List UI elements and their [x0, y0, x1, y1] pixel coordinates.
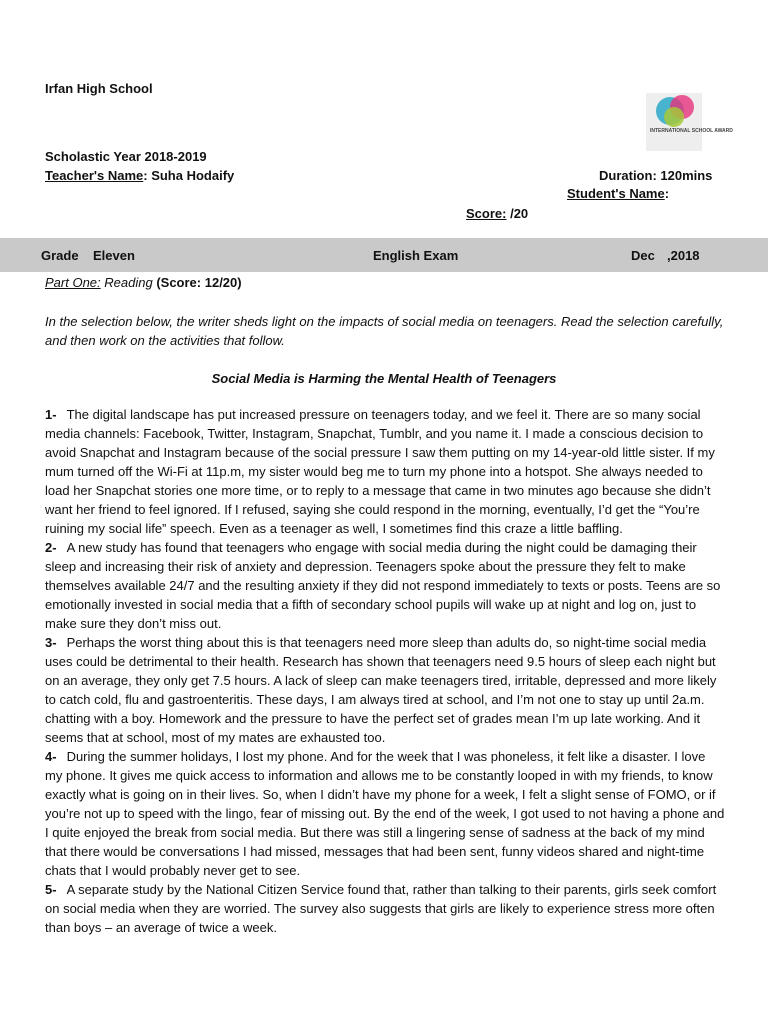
part-score: (Score: 12/20): [156, 275, 242, 290]
exam-month: Dec: [631, 248, 655, 263]
part-section: Reading: [104, 275, 153, 290]
school-name: Irfan High School: [45, 81, 153, 96]
duration: Duration: 120mins: [599, 168, 713, 183]
score-line: [466, 204, 528, 223]
exam-name: English Exam: [373, 248, 459, 263]
exam-year: ,2018: [667, 248, 700, 263]
logo-text: INTERNATIONAL SCHOOL AWARD: [650, 128, 733, 134]
paragraph: 1- The digital landscape has put increased pressure on teenagers today, and we feel it. There are so many social media channels: Facebook, Twitter, Instagram, Snapchat, Tumblr, and you name it. I made a conscious decision to avoid Snapchat and Instagram because of the social pressure I saw them putting on my 14-year-old little sister. If my mum turned off the Wi-Fi at 11p.m, my sister would beg me to turn my phone into a hotspot. She always needed to load her Snapchat stories one more time, or to reply to a message that came in two minutes ago because she didn’t want her friend to feel ignored. If I refused, saying she could respond in the morning, eventually, I’d get the “You’re ruining my social life” speech. Even as a teenager as well, I sometimes find this craze a little baffling.: [45, 407, 715, 536]
student-name-line: Student's Name:: [567, 186, 670, 201]
paragraph: 5- A separate study by the National Citizen Service found that, rather than talking to their parents, girls seek comfort on social media when they are worried. The survey also suggests that girls are likely to experience stress more often than boys – an average of twice a week.: [45, 882, 717, 935]
score-value: /20: [506, 206, 529, 221]
student-label: Student's Name: [567, 186, 665, 201]
score-label: Score:: [466, 206, 507, 221]
instructions: In the selection below, the writer sheds light on the impacts of social media on teenagers. Read the selection carefully, and then work on the activities that follow.: [45, 314, 724, 348]
scholastic-year: Scholastic Year 2018-2019: [45, 149, 207, 164]
teacher-name: : Suha Hodaify: [143, 168, 235, 183]
passage: [45, 405, 725, 937]
international-school-award-logo: [646, 93, 733, 151]
grade-label: Grade: [41, 248, 79, 263]
paragraph: 4- During the summer holidays, I lost my phone. And for the week that I was phoneless, it felt like a disaster. I love my phone. It gives me quick access to information and allows me to be constantly looped in with my friends, to know exactly what is going on in their lives. So, when I didn’t have my phone for a week, I felt a slight sense of FOMO, or if you’re not up to speed with the lingo, fear of missing out. By the end of the week, I got used to not having a phone and I quite enjoyed the break from social media. But there was still a lingering sense of sadness at the back of my mind that there would be conversations I had missed, messages that had been sent, funny videos shared and night-time chats that I would probably never get to see.: [45, 749, 725, 878]
paragraph: 2- A new study has found that teenagers who engage with social media during the night could be damaging their sleep and increasing their risk of anxiety and depression. Teenagers spoke about the pressure they felt to make themselves available 24/7 and the resulting anxiety if they did not respond immediately to texts or posts. Teens are so emotionally invested in social media that a fifth of secondary school pupils will wake up at night and log on, just to make sure they don’t miss out.: [45, 540, 721, 631]
teacher-label: Teacher's Name: [45, 168, 144, 183]
teacher-line: [45, 166, 234, 185]
paragraph: 3- Perhaps the worst thing about this is that teenagers need more sleep than adults do, so night-time social media uses could be detrimental to their health. Research has shown that teenagers need 9.5 hours of sleep each night but on an average, they only get 7.5 hours. A lack of sleep can make teenagers tired, irritable, depressed and more likely to catch cold, flu and gastroenteritis. These days, I am always tired at school, and I’m not one to stay up until 2a.m. chatting with a boy. Homework and the pressure to have the perfect set of grades mean I’m up late working. And it seems that at school, most of my mates are exhausted too.: [45, 635, 717, 745]
grade-value: Eleven: [93, 248, 135, 263]
part-label: Part One:: [45, 275, 101, 290]
part-heading: [45, 273, 242, 292]
passage-title: Social Media is Harming the Mental Health of Teenagers: [211, 371, 557, 386]
exam-info-band: [0, 238, 768, 272]
